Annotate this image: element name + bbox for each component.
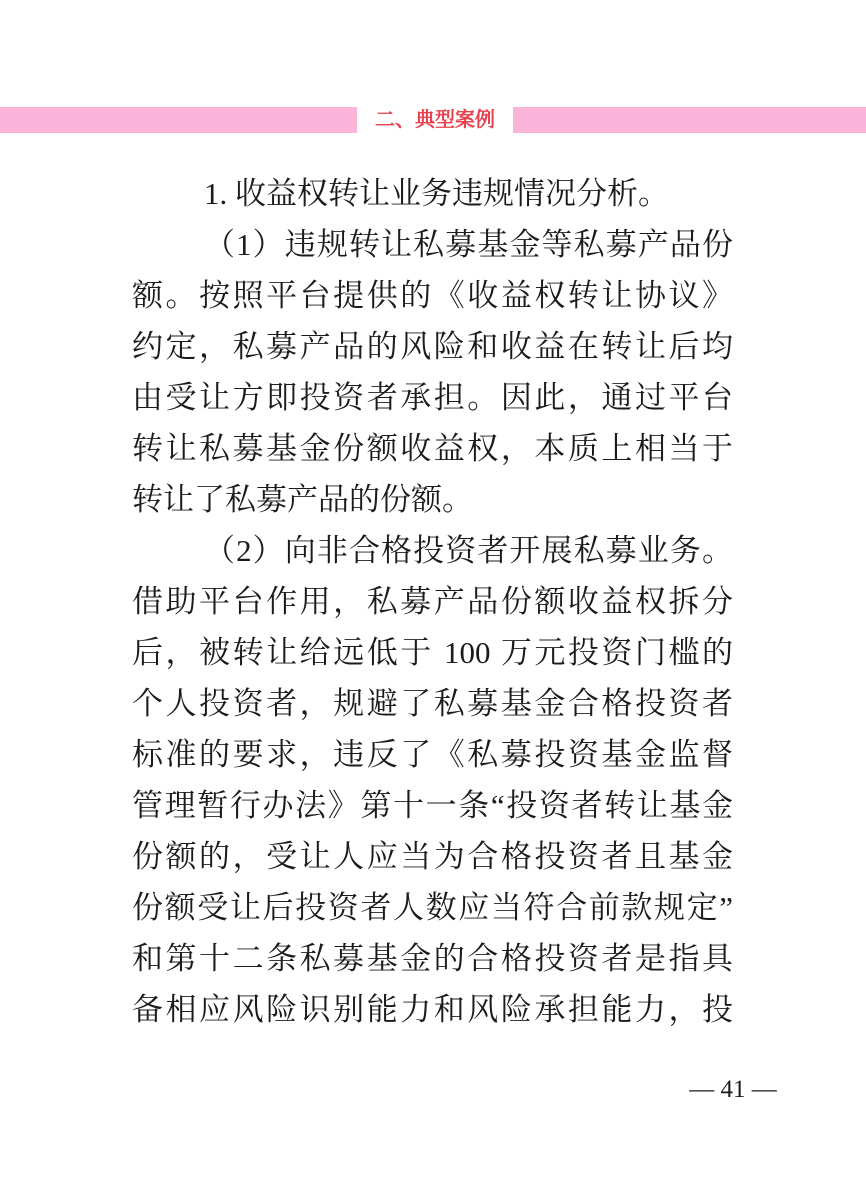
- text-line: 份额的，受让人应当为合格投资者且基金: [132, 839, 733, 874]
- text-line: 由受让方即投资者承担。因此，通过平台: [132, 380, 733, 415]
- text-line: 个人投资者，规避了私募基金合格投资者: [132, 686, 733, 721]
- text-line: （1）违规转让私募基金等私募产品份: [204, 227, 733, 262]
- body-text: [132, 168, 733, 1035]
- text-line: 额。按照平台提供的《收益权转让协议》: [132, 278, 733, 313]
- section-title: 二、典型案例: [375, 109, 495, 131]
- text-line: （2）向非合格投资者开展私募业务。: [204, 533, 733, 568]
- text-line: 借助平台作用，私募产品份额收益权拆分: [132, 584, 733, 619]
- text-line: 后，被转让给远低于 100 万元投资门槛的: [132, 635, 733, 670]
- text-line: 管理暂行办法》第十一条“投资者转让基金: [132, 788, 733, 823]
- text-line: 和第十二条私募基金的合格投资者是指具: [132, 941, 733, 976]
- text-line: 转让私募基金份额收益权，本质上相当于: [132, 431, 733, 466]
- text-line: 约定，私募产品的风险和收益在转让后均: [132, 329, 733, 364]
- text-line: 份额受让后投资者人数应当符合前款规定”: [132, 890, 733, 925]
- text-line: 1. 收益权转让业务违规情况分析。: [204, 176, 669, 211]
- header-band: [0, 107, 866, 133]
- text-line: 转让了私募产品的份额。: [132, 482, 473, 517]
- text-line: 标准的要求，违反了《私募投资基金监督: [132, 737, 733, 772]
- page-number: — 41 —: [689, 1076, 777, 1103]
- header-band-right-segment: [513, 107, 866, 133]
- header-label-box: [357, 107, 513, 133]
- header-band-left-segment: [0, 107, 357, 133]
- text-line: 备相应风险识别能力和风险承担能力，投: [132, 992, 733, 1027]
